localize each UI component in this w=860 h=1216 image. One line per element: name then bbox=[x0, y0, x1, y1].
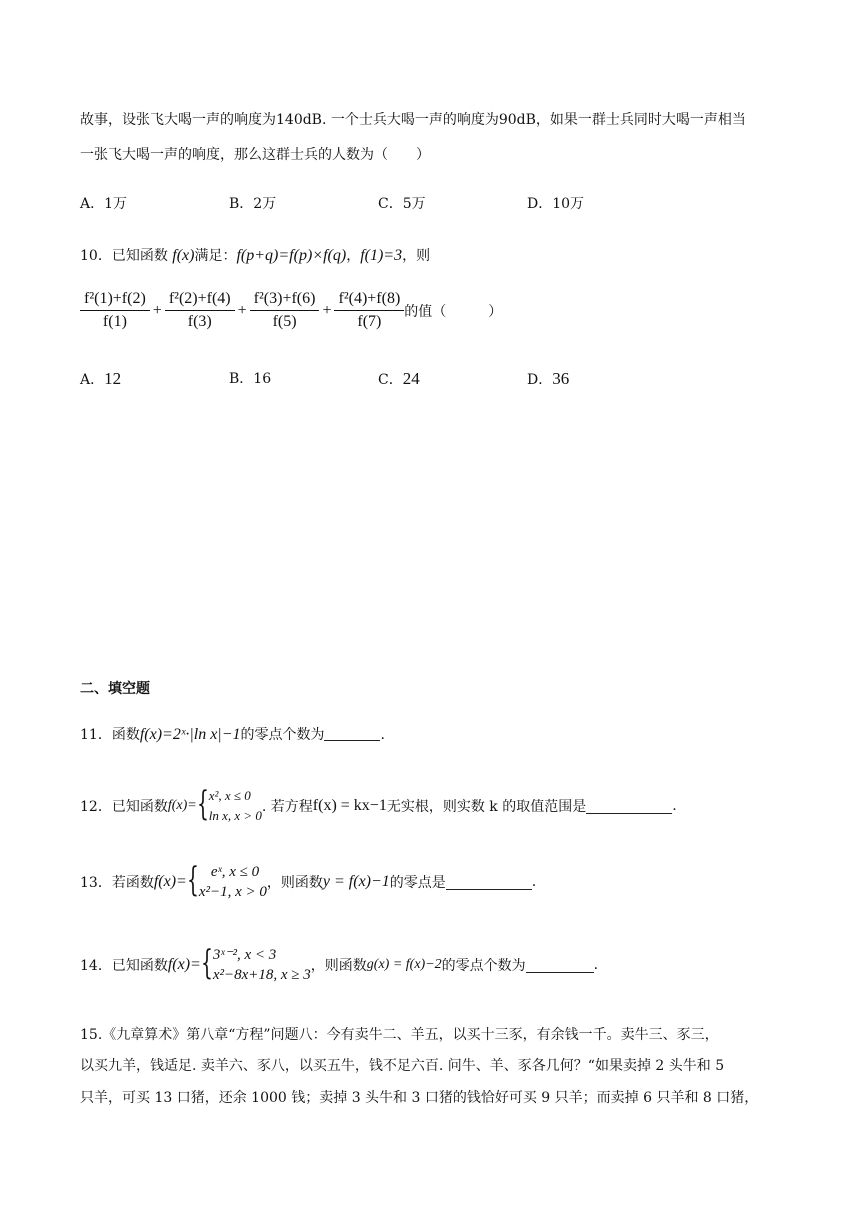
brace-icon: { bbox=[186, 860, 199, 900]
q11-formula: f(x)=2ˣ·|ln x|−1 bbox=[139, 726, 241, 743]
q10-fraction-2-den: f(3) bbox=[187, 313, 212, 330]
q10-fraction-3-den: f(5) bbox=[272, 313, 297, 330]
q12-equation: f(x) = kx−1 bbox=[312, 797, 387, 814]
q10-expression bbox=[80, 290, 502, 331]
q14-prefix: 14．已知函数 bbox=[80, 958, 168, 974]
q10-condition-2: f(1)=3 bbox=[360, 247, 403, 264]
q13-case-1: eˣ, x ≤ 0 bbox=[210, 864, 260, 880]
q9-option-a: A．1万 bbox=[80, 196, 128, 212]
q10-stem: 10．已知函数 f(x)满足：f(p+q)=f(p)×f(q)，f(1)=3，则 bbox=[80, 247, 431, 264]
q15-line-3: 只羊，可买 13 口猪，还余 1000 钱；卖掉 3 头牛和 3 口猪的钱恰好可买 9 只羊；而卖掉 6 只羊和 8 口猪， bbox=[80, 1090, 759, 1106]
q11 bbox=[80, 725, 385, 745]
q13-suffix: 的零点是 bbox=[389, 875, 446, 891]
q10-fraction-2-num: f²(2)+f(4) bbox=[165, 290, 235, 311]
q13-equation: y = f(x)−1 bbox=[322, 873, 390, 890]
q10-option-d: D．36 bbox=[527, 369, 570, 388]
answer-blank[interactable] bbox=[526, 958, 594, 973]
q12-mid: . 若方程 bbox=[261, 799, 313, 815]
q13-case-2: x²−1, x > 0 bbox=[198, 884, 267, 900]
answer-blank[interactable] bbox=[446, 875, 532, 890]
q14-case-1: 3ˣ⁻², x < 3 bbox=[212, 947, 277, 963]
q14-end: . bbox=[593, 957, 599, 973]
q13-prefix: 13．若函数 bbox=[80, 875, 154, 891]
q10-fraction-1 bbox=[80, 290, 150, 331]
q10-mid: 满足： bbox=[194, 248, 237, 264]
q10-option-a: A．12 bbox=[80, 369, 122, 388]
q12-fx: f(x)= bbox=[167, 798, 197, 813]
q12-prefix: 12．已知函数 bbox=[80, 799, 168, 815]
q15-line-2: 以买九羊，钱适足. 卖羊六、豕八，以买五牛，钱不足六百. 问牛、羊、豕各几何？“如果卖掉 2 头牛和 5 bbox=[80, 1058, 725, 1074]
q10-condition-1: f(p+q)=f(p)×f(q) bbox=[236, 247, 347, 264]
q10-fraction-3-num: f²(3)+f(6) bbox=[250, 290, 320, 311]
q10-prefix: 10．已知函数 bbox=[80, 248, 168, 264]
q10-tail: 的值（ ） bbox=[404, 303, 503, 320]
plus-sign: + bbox=[322, 301, 332, 319]
q10-fraction-4-num: f²(4)+f(8) bbox=[334, 290, 404, 311]
answer-blank[interactable] bbox=[324, 726, 380, 741]
q9-option-b: B．2万 bbox=[229, 196, 277, 212]
q14-suffix: 的零点个数为 bbox=[441, 958, 526, 974]
brace-icon: { bbox=[200, 943, 213, 983]
q10-fraction-2 bbox=[165, 290, 235, 331]
q10-fraction-3 bbox=[250, 290, 320, 331]
q10-fraction-1-den: f(1) bbox=[102, 313, 127, 330]
q9-line-1: 故事，设张飞大喝一声的响度为140dB. 一个士兵大喝一声的响度为90dB，如果一群士兵同时大喝一声相当 bbox=[80, 112, 746, 128]
q14-equation: g(x) = f(x)−2 bbox=[366, 957, 442, 972]
q12 bbox=[80, 786, 677, 826]
q12-case-2: ln x, x > 0 bbox=[208, 808, 262, 823]
q14-piecewise bbox=[201, 945, 311, 985]
q10-option-c: C．24 bbox=[378, 369, 420, 388]
q15-line-1: 15.《九章算术》第八章“方程”问题八：今有卖牛二、羊五，以买十三豕，有余钱一千。卖牛三、豕三， bbox=[80, 1027, 719, 1043]
q12-case-1: x², x ≤ 0 bbox=[208, 788, 251, 803]
q12-suffix: 无实根，则实数 k 的取值范围是 bbox=[386, 799, 587, 815]
q10-fraction-1-num: f²(1)+f(2) bbox=[80, 290, 150, 311]
section-title-fill-in: 二、填空题 bbox=[80, 681, 150, 697]
q14-case-2: x²−8x+18, x ≥ 3 bbox=[212, 967, 311, 983]
q13-mid: ，则函数 bbox=[266, 875, 323, 891]
q13-fx: f(x)= bbox=[153, 873, 187, 890]
q14 bbox=[80, 945, 598, 985]
q10-option-b: B．16 bbox=[229, 371, 272, 387]
q9-line-2: 一张飞大喝一声的响度，那么这群士兵的人数为（ ） bbox=[80, 147, 430, 163]
q10-end: ，则 bbox=[402, 248, 431, 264]
q9-option-c: C．5万 bbox=[378, 196, 426, 212]
q10-fraction-4-den: f(7) bbox=[357, 313, 382, 330]
q13 bbox=[80, 862, 536, 902]
q10-fraction-4 bbox=[334, 290, 404, 331]
q12-end: . bbox=[672, 798, 677, 814]
q14-fx: f(x)= bbox=[167, 956, 201, 973]
q11-prefix: 11．函数 bbox=[80, 727, 140, 743]
q13-piecewise bbox=[187, 862, 267, 902]
plus-sign: + bbox=[152, 301, 162, 319]
brace-icon: { bbox=[196, 784, 209, 824]
q11-suffix: 的零点个数为 bbox=[240, 727, 325, 743]
q10-fx: f(x) bbox=[172, 247, 195, 264]
plus-sign: + bbox=[237, 301, 247, 319]
q12-piecewise bbox=[197, 786, 262, 826]
answer-blank[interactable] bbox=[586, 799, 672, 814]
q13-end: . bbox=[531, 874, 537, 890]
q9-option-d: D．10万 bbox=[527, 196, 585, 212]
q11-end: . bbox=[380, 727, 385, 743]
q14-mid: ，则函数 bbox=[310, 958, 367, 974]
